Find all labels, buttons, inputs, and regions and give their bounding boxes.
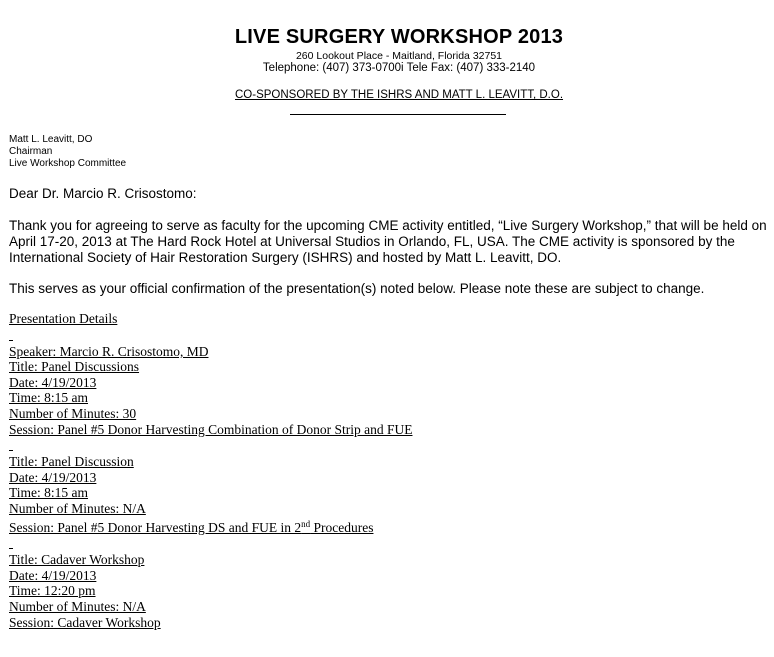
- p1-time: Time: 8:15 am: [9, 390, 89, 405]
- p2-session-sup: nd: [301, 519, 311, 529]
- p3-date: Date: 4/19/2013: [9, 568, 97, 583]
- intro-line-1: Thank you for agreeing to serve as faculty for the upcoming CME activity entitled, “Live Surgery Workshop,” that will be held on: [9, 218, 767, 233]
- p2-title: Title: Panel Discussion: [9, 454, 134, 469]
- p1-session: Session: Panel #5 Donor Harvesting Combination of Donor Strip and FUE: [9, 422, 413, 437]
- p1-minutes: Number of Minutes: 30: [9, 406, 137, 421]
- p1-date: Date: 4/19/2013: [9, 375, 97, 390]
- p2-minutes: Number of Minutes: N/A: [9, 501, 146, 516]
- confirmation-paragraph: This serves as your official confirmation of the presentation(s) noted below. Please note these are subject to change.: [9, 281, 705, 296]
- sender-role: Chairman: [9, 146, 53, 157]
- header-divider: [290, 114, 506, 115]
- telephone-line: Telephone: (407) 373-0700i Tele Fax: (407) 333-2140: [262, 62, 536, 74]
- p2-session-post: Procedures: [310, 520, 374, 535]
- p2-session: [9, 520, 373, 535]
- p3-title: Title: Cadaver Workshop: [9, 552, 145, 567]
- intro-line-3: International Society of Hair Restoration Surgery (ISHRS) and hosted by Matt L. Leavitt, DO.: [9, 250, 562, 265]
- p2-session-pre: Session: Panel #5 Donor Harvesting DS and FUE in 2: [9, 520, 302, 535]
- list-marker: [9, 548, 13, 549]
- p2-time: Time: 8:15 am: [9, 485, 89, 500]
- p3-time: Time: 12:20 pm: [9, 583, 96, 598]
- intro-line-2: April 17-20, 2013 at The Hard Rock Hotel at Universal Studios in Orlando, FL, USA. The CME activity is sponsored by the: [9, 234, 735, 249]
- salutation: Dear Dr. Marcio R. Crisostomo:: [9, 186, 197, 201]
- sender-committee: Live Workshop Committee: [9, 158, 127, 169]
- list-marker: [9, 340, 13, 341]
- address-line: 260 Lookout Place - Maitland, Florida 32751: [295, 50, 503, 62]
- p3-session: Session: Cadaver Workshop: [9, 615, 161, 630]
- p1-title: Title: Panel Discussions: [9, 359, 140, 374]
- p2-date: Date: 4/19/2013: [9, 470, 97, 485]
- sender-name: Matt L. Leavitt, DO: [9, 134, 93, 145]
- cosponsor-line: CO-SPONSORED BY THE ISHRS AND MATT L. LEAVITT, D.O.: [234, 89, 564, 101]
- details-heading: Presentation Details: [9, 311, 118, 326]
- list-marker: [9, 450, 13, 451]
- speaker-line: Speaker: Marcio R. Crisostomo, MD: [9, 344, 209, 359]
- p3-minutes: Number of Minutes: N/A: [9, 599, 146, 614]
- workshop-title: LIVE SURGERY WORKSHOP 2013: [234, 26, 564, 48]
